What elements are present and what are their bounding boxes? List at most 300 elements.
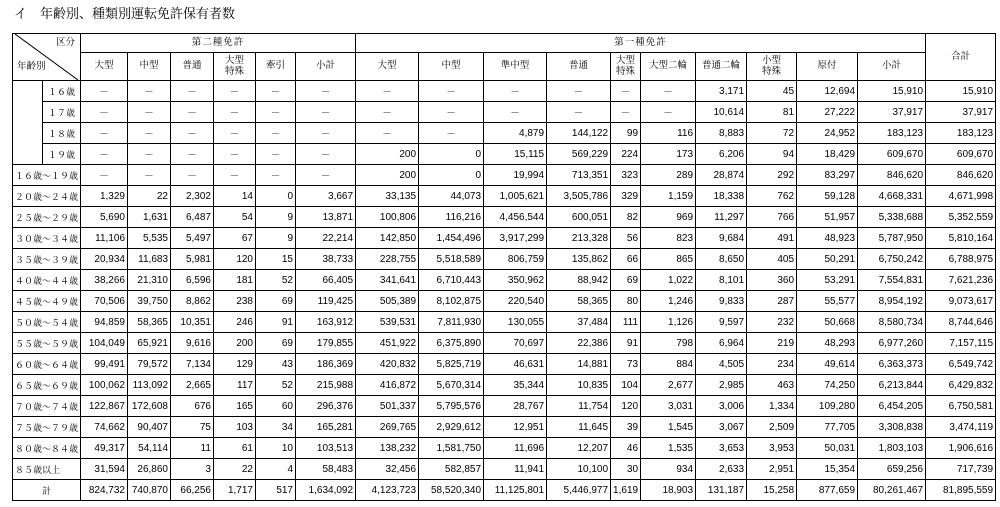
cell-class1-large-special: 69: [611, 270, 641, 291]
col-header-label: 大型特殊: [224, 55, 244, 77]
cell-grand-total: 609,670: [926, 144, 996, 165]
age-label: １６歳: [43, 81, 81, 102]
cell-class2-medium: 79,572: [128, 354, 171, 375]
cell-class1-regular: 144,122: [547, 123, 611, 144]
cell-class2-large: 100,062: [81, 375, 128, 396]
cell-class1-moped: 49,614: [797, 354, 858, 375]
cell-class2-large: 31,594: [81, 459, 128, 480]
license-holders-table: [12, 33, 996, 501]
cell-class2-towing: 517: [256, 480, 296, 501]
cell-class2-regular: 676: [171, 396, 214, 417]
cell-class1-large-motorcycle: －: [641, 81, 696, 102]
cell-class1-small-special: 3,953: [747, 438, 797, 459]
cell-class2-regular: 2,302: [171, 186, 214, 207]
cell-class1-moped: 83,297: [797, 165, 858, 186]
cell-class1-semi-medium: 4,879: [484, 123, 547, 144]
cell-class2-medium: －: [128, 123, 171, 144]
cell-class1-moped: 51,957: [797, 207, 858, 228]
cell-class2-large-special: 120: [214, 249, 256, 270]
cell-class1-semi-medium: 11,125,801: [484, 480, 547, 501]
cell-class2-subtotal: 163,912: [296, 312, 356, 333]
cell-class1-large: 32,456: [356, 459, 419, 480]
cell-class1-large-special: 104: [611, 375, 641, 396]
cell-class1-small-special: 405: [747, 249, 797, 270]
cell-class1-subtotal: 6,363,373: [858, 354, 926, 375]
cell-class1-medium: 0: [419, 165, 484, 186]
cell-class1-subtotal: 8,580,734: [858, 312, 926, 333]
cell-grand-total: 4,671,998: [926, 186, 996, 207]
cell-class1-regular: 10,100: [547, 459, 611, 480]
cell-class1-large: 142,850: [356, 228, 419, 249]
cell-class2-large-special: 117: [214, 375, 256, 396]
cell-class1-medium: 5,670,314: [419, 375, 484, 396]
age-label: １８歳: [43, 123, 81, 144]
cell-class2-medium: 11,683: [128, 249, 171, 270]
cell-class1-medium: 0: [419, 144, 484, 165]
age-label: ８０歳～８４歳: [13, 438, 81, 459]
cell-class1-regular-motorcycle: 3,006: [696, 396, 747, 417]
cell-class2-towing: 4: [256, 459, 296, 480]
age-label: ３０歳～３４歳: [13, 228, 81, 249]
cell-class1-regular-motorcycle: 2,633: [696, 459, 747, 480]
cell-class1-regular: 22,386: [547, 333, 611, 354]
cell-class2-large: 20,934: [81, 249, 128, 270]
cell-class2-subtotal: －: [296, 165, 356, 186]
cell-class1-semi-medium: 11,941: [484, 459, 547, 480]
cell-class2-regular: 3: [171, 459, 214, 480]
cell-class1-medium: 8,102,875: [419, 291, 484, 312]
cell-class2-medium: 90,407: [128, 417, 171, 438]
cell-class1-large-special: 111: [611, 312, 641, 333]
table-row: [13, 228, 996, 249]
cell-class2-subtotal: 179,855: [296, 333, 356, 354]
cell-class1-small-special: 762: [747, 186, 797, 207]
cell-class2-regular: 2,665: [171, 375, 214, 396]
cell-class1-large-motorcycle: 289: [641, 165, 696, 186]
cell-class1-regular: 135,862: [547, 249, 611, 270]
age-label: ２５歳～２９歳: [13, 207, 81, 228]
cell-class1-large: －: [356, 81, 419, 102]
cell-class2-regular: －: [171, 144, 214, 165]
col-header-class2-large: 大型: [81, 53, 128, 81]
cell-class2-subtotal: 58,483: [296, 459, 356, 480]
age-group-indent: [13, 81, 43, 165]
cell-class1-large: 33,135: [356, 186, 419, 207]
cell-class1-subtotal: 5,338,688: [858, 207, 926, 228]
cell-grand-total: 183,123: [926, 123, 996, 144]
cell-class1-small-special: 94: [747, 144, 797, 165]
cell-class2-medium: －: [128, 144, 171, 165]
cell-class1-subtotal: 5,787,950: [858, 228, 926, 249]
cell-class1-subtotal: 37,917: [858, 102, 926, 123]
age-label: ５０歳～５４歳: [13, 312, 81, 333]
cell-class2-medium: 26,860: [128, 459, 171, 480]
cell-class2-large-special: 181: [214, 270, 256, 291]
cell-class1-large-motorcycle: 1,545: [641, 417, 696, 438]
cell-class1-small-special: 232: [747, 312, 797, 333]
cell-class1-subtotal: 6,977,260: [858, 333, 926, 354]
cell-class1-moped: 50,031: [797, 438, 858, 459]
cell-class2-large: 122,867: [81, 396, 128, 417]
cell-class1-large: 501,337: [356, 396, 419, 417]
cell-class1-medium: 5,795,576: [419, 396, 484, 417]
cell-class1-subtotal: 659,256: [858, 459, 926, 480]
col-header-class2-medium: 中型: [128, 53, 171, 81]
cell-class2-towing: －: [256, 165, 296, 186]
cell-class2-large-special: －: [214, 165, 256, 186]
cell-class2-regular: －: [171, 123, 214, 144]
cell-class1-subtotal: 6,750,242: [858, 249, 926, 270]
cell-class1-medium: －: [419, 81, 484, 102]
cell-class2-medium: －: [128, 165, 171, 186]
cell-class1-regular-motorcycle: 9,833: [696, 291, 747, 312]
cell-class1-small-special: 766: [747, 207, 797, 228]
age-label: ４０歳～４４歳: [13, 270, 81, 291]
col-header-class1-large-motorcycle: 大型二輪: [641, 53, 696, 81]
cell-class1-large: 416,872: [356, 375, 419, 396]
cell-class2-medium: 21,310: [128, 270, 171, 291]
cell-class1-large-special: 224: [611, 144, 641, 165]
cell-class1-large-motorcycle: 934: [641, 459, 696, 480]
cell-grand-total: 5,352,559: [926, 207, 996, 228]
cell-class1-semi-medium: 130,055: [484, 312, 547, 333]
age-label: ２０歳～２４歳: [13, 186, 81, 207]
cell-class1-large: －: [356, 123, 419, 144]
table-row: [13, 354, 996, 375]
cell-class2-towing: －: [256, 81, 296, 102]
col-header-class2-towing: 牽引: [256, 53, 296, 81]
cell-class1-subtotal: 609,670: [858, 144, 926, 165]
table-row: [13, 396, 996, 417]
cell-class1-large: 420,832: [356, 354, 419, 375]
cell-class1-large-motorcycle: 823: [641, 228, 696, 249]
cell-class2-regular: 5,981: [171, 249, 214, 270]
cell-class1-large: 228,755: [356, 249, 419, 270]
cell-class1-large-motorcycle: 1,246: [641, 291, 696, 312]
cell-class1-subtotal: 8,954,192: [858, 291, 926, 312]
cell-class1-large-motorcycle: 1,159: [641, 186, 696, 207]
table-row: [13, 459, 996, 480]
cell-class2-towing: 52: [256, 270, 296, 291]
cell-class1-large-motorcycle: 1,022: [641, 270, 696, 291]
cell-class1-large-special: 39: [611, 417, 641, 438]
cell-class2-regular: －: [171, 102, 214, 123]
cell-class2-large-special: 14: [214, 186, 256, 207]
cell-class2-subtotal: 186,369: [296, 354, 356, 375]
cell-class1-semi-medium: 46,631: [484, 354, 547, 375]
cell-class1-large-special: 99: [611, 123, 641, 144]
cell-class1-regular: 37,484: [547, 312, 611, 333]
cell-class2-large: 49,317: [81, 438, 128, 459]
cell-class1-large-motorcycle: 865: [641, 249, 696, 270]
cell-class1-small-special: 219: [747, 333, 797, 354]
cell-class1-regular-motorcycle: 9,597: [696, 312, 747, 333]
cell-class1-medium: 2,929,612: [419, 417, 484, 438]
cell-class1-small-special: 45: [747, 81, 797, 102]
cell-class1-regular-motorcycle: 6,206: [696, 144, 747, 165]
cell-class2-large-special: 54: [214, 207, 256, 228]
cell-class1-medium: 6,710,443: [419, 270, 484, 291]
cell-class1-large-special: 82: [611, 207, 641, 228]
col-header-class1-large-special: [611, 53, 641, 81]
cell-class1-large-special: 73: [611, 354, 641, 375]
cell-class1-moped: 50,291: [797, 249, 858, 270]
col-header-class2-subtotal: 小計: [296, 53, 356, 81]
col-header-class1-semi-medium: 準中型: [484, 53, 547, 81]
cell-class1-subtotal: 7,554,831: [858, 270, 926, 291]
cell-class2-medium: 65,921: [128, 333, 171, 354]
cell-class1-regular-motorcycle: 18,338: [696, 186, 747, 207]
table-row: [13, 333, 996, 354]
cell-class2-subtotal: 1,634,092: [296, 480, 356, 501]
cell-class2-regular: 66,256: [171, 480, 214, 501]
cell-class1-moped: 877,659: [797, 480, 858, 501]
cell-class1-regular-motorcycle: 4,505: [696, 354, 747, 375]
cell-class2-medium: 740,870: [128, 480, 171, 501]
cell-class2-large: 74,662: [81, 417, 128, 438]
class2-license-header: 第二種免許: [81, 34, 356, 53]
cell-class2-medium: 54,114: [128, 438, 171, 459]
cell-class1-large-special: 323: [611, 165, 641, 186]
cell-class2-towing: 43: [256, 354, 296, 375]
cell-class1-large: 4,123,723: [356, 480, 419, 501]
cell-class1-regular: 58,365: [547, 291, 611, 312]
cell-class2-large-special: 22: [214, 459, 256, 480]
cell-class1-large: 451,922: [356, 333, 419, 354]
cell-class1-subtotal: 1,803,103: [858, 438, 926, 459]
cell-grand-total: 846,620: [926, 165, 996, 186]
cell-class1-regular: 569,229: [547, 144, 611, 165]
cell-class2-regular: 6,487: [171, 207, 214, 228]
cell-class2-subtotal: 119,425: [296, 291, 356, 312]
cell-class1-moped: 50,668: [797, 312, 858, 333]
cell-class1-large: 505,389: [356, 291, 419, 312]
cell-class1-regular-motorcycle: 2,985: [696, 375, 747, 396]
cell-class1-regular-motorcycle: 8,883: [696, 123, 747, 144]
col-header-class1-medium: 中型: [419, 53, 484, 81]
cell-grand-total: 6,788,975: [926, 249, 996, 270]
cell-class1-regular-motorcycle: 11,297: [696, 207, 747, 228]
age-axis-label: 年齢別: [17, 60, 46, 72]
cell-class1-moped: 55,577: [797, 291, 858, 312]
cell-class2-subtotal: －: [296, 123, 356, 144]
cell-class1-regular-motorcycle: 8,650: [696, 249, 747, 270]
cell-class1-medium: 116,216: [419, 207, 484, 228]
cell-class2-towing: 9: [256, 207, 296, 228]
cell-class2-subtotal: －: [296, 102, 356, 123]
cell-class1-medium: 582,857: [419, 459, 484, 480]
cell-class2-medium: 113,092: [128, 375, 171, 396]
cell-class1-subtotal: 6,454,205: [858, 396, 926, 417]
cell-class1-large-special: －: [611, 102, 641, 123]
header-row-groups: [13, 34, 996, 53]
cell-class1-medium: 5,518,589: [419, 249, 484, 270]
cell-class1-small-special: 287: [747, 291, 797, 312]
cell-class2-subtotal: 13,871: [296, 207, 356, 228]
cell-class1-semi-medium: 350,962: [484, 270, 547, 291]
cell-class2-large-special: 238: [214, 291, 256, 312]
cell-class1-subtotal: 80,261,467: [858, 480, 926, 501]
cell-class1-moped: 24,952: [797, 123, 858, 144]
cell-class2-large-special: 129: [214, 354, 256, 375]
cell-class1-large: 269,765: [356, 417, 419, 438]
cell-class1-regular-motorcycle: 6,964: [696, 333, 747, 354]
cell-class2-medium: 39,750: [128, 291, 171, 312]
cell-class2-large-special: 61: [214, 438, 256, 459]
cell-class2-medium: 1,631: [128, 207, 171, 228]
cell-grand-total: 6,549,742: [926, 354, 996, 375]
cell-class1-large-special: 30: [611, 459, 641, 480]
col-header-class1-small-special: [747, 53, 797, 81]
table-header: [13, 34, 996, 81]
cell-class1-regular-motorcycle: 8,101: [696, 270, 747, 291]
page-title: イ 年齢別、種類別運転免許保有者数: [14, 7, 236, 22]
cell-class1-regular: 88,942: [547, 270, 611, 291]
cell-class2-large-special: －: [214, 144, 256, 165]
cell-class2-towing: 60: [256, 396, 296, 417]
table-row: [13, 81, 996, 102]
cell-class1-large-special: 329: [611, 186, 641, 207]
cell-class1-large-motorcycle: 173: [641, 144, 696, 165]
cell-class2-towing: 69: [256, 333, 296, 354]
cell-class2-towing: 15: [256, 249, 296, 270]
cell-class1-subtotal: 6,213,844: [858, 375, 926, 396]
cell-class1-subtotal: 3,308,838: [858, 417, 926, 438]
cell-class1-regular-motorcycle: 9,684: [696, 228, 747, 249]
cell-class1-small-special: 15,258: [747, 480, 797, 501]
cell-class1-small-special: 72: [747, 123, 797, 144]
cell-class1-semi-medium: 28,767: [484, 396, 547, 417]
cell-class1-semi-medium: 35,344: [484, 375, 547, 396]
cell-class1-large: 200: [356, 144, 419, 165]
cell-class2-towing: －: [256, 102, 296, 123]
header-row-columns: [13, 53, 996, 81]
cell-class2-regular: 75: [171, 417, 214, 438]
cell-class1-semi-medium: 11,696: [484, 438, 547, 459]
cell-class2-regular: 8,862: [171, 291, 214, 312]
cell-class2-medium: 172,608: [128, 396, 171, 417]
cell-class2-large-special: 103: [214, 417, 256, 438]
col-header-class1-subtotal: 小計: [858, 53, 926, 81]
cell-class2-regular: 9,616: [171, 333, 214, 354]
cell-class1-semi-medium: －: [484, 102, 547, 123]
cell-class2-medium: －: [128, 102, 171, 123]
cell-grand-total: 81,895,559: [926, 480, 996, 501]
age-label: 計: [13, 480, 81, 501]
cell-grand-total: 5,810,164: [926, 228, 996, 249]
cell-class1-large-motorcycle: 884: [641, 354, 696, 375]
cell-class2-towing: 0: [256, 186, 296, 207]
cell-class1-small-special: 360: [747, 270, 797, 291]
cell-class2-large: 5,690: [81, 207, 128, 228]
cell-class2-towing: －: [256, 123, 296, 144]
cell-class2-medium: 58,365: [128, 312, 171, 333]
col-header-class1-moped: 原付: [797, 53, 858, 81]
cell-class1-moped: 48,293: [797, 333, 858, 354]
table-row: [13, 312, 996, 333]
table-row: [13, 375, 996, 396]
cell-class1-small-special: 1,334: [747, 396, 797, 417]
cell-grand-total: 7,157,115: [926, 333, 996, 354]
cell-class1-regular: －: [547, 102, 611, 123]
cell-class1-semi-medium: 4,456,544: [484, 207, 547, 228]
cell-grand-total: 37,917: [926, 102, 996, 123]
cell-class2-medium: 5,535: [128, 228, 171, 249]
cell-class2-large-special: 165: [214, 396, 256, 417]
col-header-class2-regular: 普通: [171, 53, 214, 81]
cell-class1-small-special: 2,509: [747, 417, 797, 438]
cell-class1-regular: 10,835: [547, 375, 611, 396]
cell-class1-regular: 11,754: [547, 396, 611, 417]
cell-class2-large: －: [81, 144, 128, 165]
cell-class1-small-special: 491: [747, 228, 797, 249]
cell-class1-semi-medium: 1,005,621: [484, 186, 547, 207]
total-row: [13, 480, 996, 501]
cell-class2-subtotal: 215,988: [296, 375, 356, 396]
table-row: [13, 417, 996, 438]
cell-class2-regular: 5,497: [171, 228, 214, 249]
cell-class2-subtotal: －: [296, 144, 356, 165]
cell-class2-large: －: [81, 81, 128, 102]
cell-class1-moped: 109,280: [797, 396, 858, 417]
cell-class1-large: 200: [356, 165, 419, 186]
cell-class2-large: 1,329: [81, 186, 128, 207]
col-header-label: 小型特殊: [762, 55, 782, 77]
cell-class1-regular: 14,881: [547, 354, 611, 375]
cell-class1-large-special: 66: [611, 249, 641, 270]
cell-class2-large: －: [81, 165, 128, 186]
age-label: ６０歳～６４歳: [13, 354, 81, 375]
cell-class1-semi-medium: 12,951: [484, 417, 547, 438]
age-label: ３５歳～３９歳: [13, 249, 81, 270]
cell-class2-large: 104,049: [81, 333, 128, 354]
cell-class1-regular: 600,051: [547, 207, 611, 228]
cell-class1-medium: －: [419, 102, 484, 123]
category-label: 区分: [55, 37, 75, 48]
cell-class1-large: 539,531: [356, 312, 419, 333]
cell-class1-semi-medium: 806,759: [484, 249, 547, 270]
age-label: ７５歳～７９歳: [13, 417, 81, 438]
cell-class2-towing: 34: [256, 417, 296, 438]
cell-class1-large: －: [356, 102, 419, 123]
cell-class2-large: 94,859: [81, 312, 128, 333]
cell-class2-subtotal: 103,513: [296, 438, 356, 459]
cell-class1-large-motorcycle: 116: [641, 123, 696, 144]
cell-class1-large-motorcycle: －: [641, 102, 696, 123]
table-row: [13, 207, 996, 228]
cell-class1-subtotal: 183,123: [858, 123, 926, 144]
cell-class1-large-special: 120: [611, 396, 641, 417]
cell-class2-large-special: －: [214, 81, 256, 102]
cell-class1-moped: 53,291: [797, 270, 858, 291]
table-row: [13, 438, 996, 459]
cell-class2-subtotal: 296,376: [296, 396, 356, 417]
col-header-class2-large-special: [214, 53, 256, 81]
cell-class2-large: 70,506: [81, 291, 128, 312]
cell-class2-large: 824,732: [81, 480, 128, 501]
cell-class1-large-special: 1,619: [611, 480, 641, 501]
cell-class1-medium: 1,454,496: [419, 228, 484, 249]
table-body: [13, 81, 996, 501]
cell-class1-medium: 44,073: [419, 186, 484, 207]
age-label: １７歳: [43, 102, 81, 123]
cell-class2-large-special: 200: [214, 333, 256, 354]
age-label: １６歳～１９歳: [13, 165, 81, 186]
cell-class1-moped: 18,429: [797, 144, 858, 165]
cell-class2-large-special: －: [214, 102, 256, 123]
age-label: ８５歳以上: [13, 459, 81, 480]
cell-class1-moped: 77,705: [797, 417, 858, 438]
